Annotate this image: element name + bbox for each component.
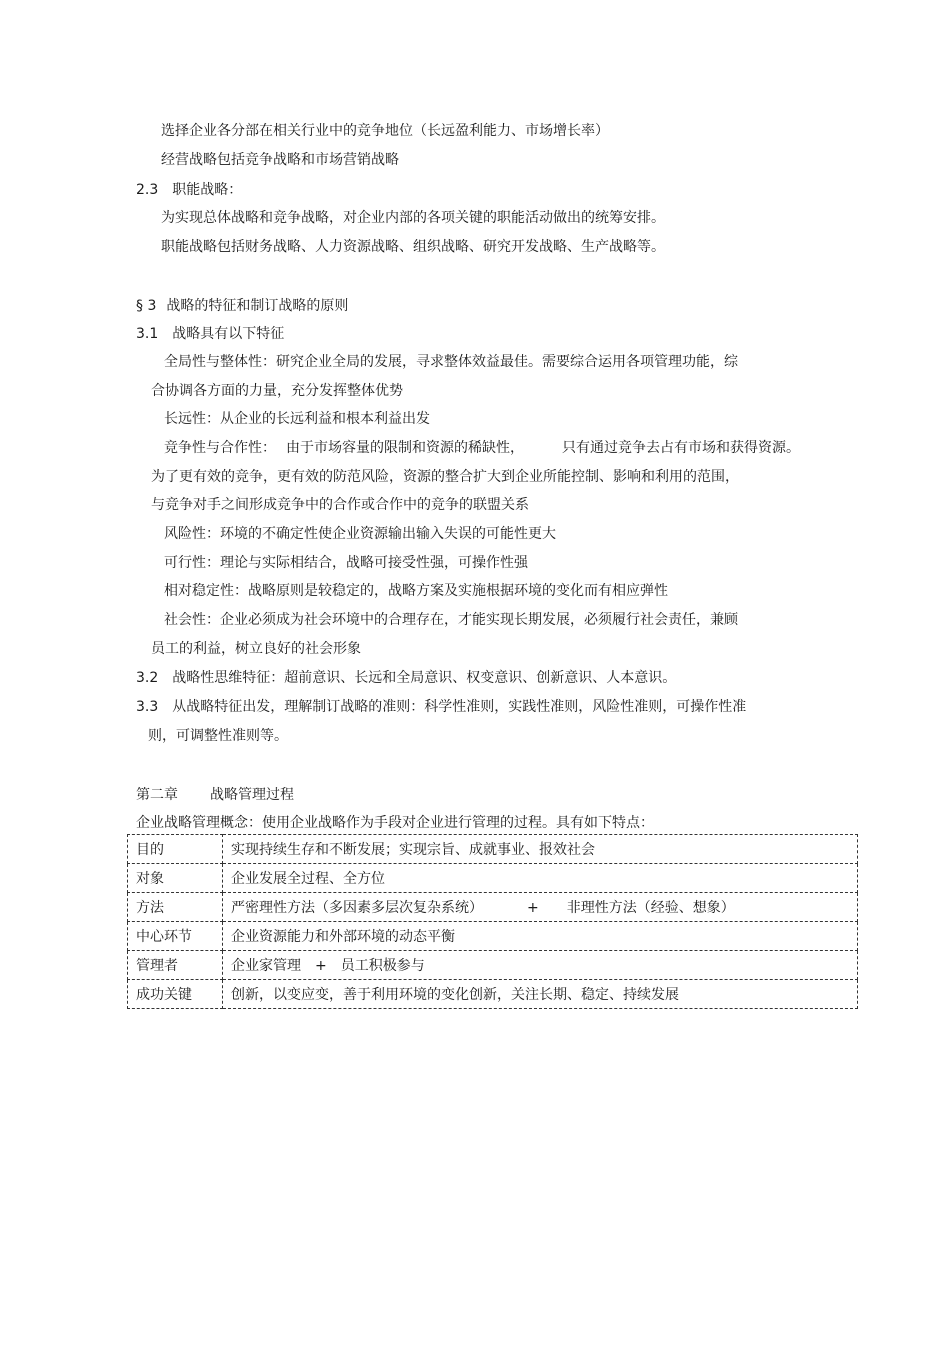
paragraph-line: 为实现总体战略和竞争战略，对企业内部的各项关键的职能活动做出的统筹安排。	[161, 210, 665, 226]
row-value: 创新，以变应变，善于利用环境的变化创新，关注长期、稳定、持续发展	[223, 980, 858, 1009]
row-value: 企业资源能力和外部环境的动态平衡	[223, 922, 858, 951]
paragraph-line	[164, 438, 800, 458]
section-number: 3.3	[136, 699, 159, 715]
paragraph-line: 为了更有效的竞争，更有效的防范风险，资源的整合扩大到企业所能控制、影响和利用的范围，	[151, 469, 739, 485]
row-key: 管理者	[128, 951, 223, 980]
paragraph-line: 可行性：理论与实际相结合，战略可接受性强，可操作性强	[164, 555, 528, 571]
table-row	[128, 980, 858, 1009]
paragraph-line: 则，可调整性准则等。	[148, 728, 288, 744]
row-key: 成功关键	[128, 980, 223, 1009]
row-value: 企业发展全过程、全方位	[223, 864, 858, 893]
chapter-number: 第二章	[136, 787, 178, 803]
section-number: 3.2	[136, 670, 159, 686]
section-heading-3-2	[136, 668, 676, 688]
plus-sign: +	[527, 900, 539, 916]
paragraph-line: 职能战略包括财务战略、人力资源战略、组织战略、研究开发战略、生产战略等。	[161, 239, 665, 255]
row-key: 目的	[128, 835, 223, 864]
section-heading-3-3	[136, 697, 746, 717]
row-key: 对象	[128, 864, 223, 893]
row-key: 方法	[128, 893, 223, 922]
table-row	[128, 922, 858, 951]
table-row	[128, 893, 858, 922]
text-segment: 只有通过竞争去占有市场和获得资源。	[562, 440, 800, 456]
section-number: § 3	[136, 298, 157, 314]
paragraph-line: 长远性：从企业的长远利益和根本利益出发	[164, 411, 430, 427]
section-heading-2-3	[136, 180, 242, 200]
paragraph-line: 与竞争对手之间形成竞争中的合作或合作中的竞争的联盟关系	[151, 497, 529, 513]
features-table	[127, 834, 858, 1009]
section-number: 2.3	[136, 182, 159, 198]
table-row	[128, 835, 858, 864]
section-heading-3	[136, 296, 348, 316]
paragraph-line: 社会性：企业必须成为社会环境中的合理存在，才能实现长期发展，必须履行社会责任，兼顾	[164, 612, 738, 628]
text-segment: 由于市场容量的限制和资源的稀缺性，	[286, 440, 524, 456]
chapter-heading	[136, 785, 294, 805]
row-key: 中心环节	[128, 922, 223, 951]
section-title: 战略具有以下特征	[172, 326, 285, 342]
row-value	[223, 951, 858, 980]
text-segment: 竞争性与合作性：	[164, 440, 276, 456]
paragraph-line: 选择企业各分部在相关行业中的竞争地位（长远盈利能力、市场增长率）	[161, 123, 609, 139]
section-text: 战略性思维特征：超前意识、长远和全局意识、权变意识、创新意识、人本意识。	[172, 670, 677, 686]
value-part: 非理性方法（经验、想象）	[566, 900, 735, 916]
paragraph-line: 全局性与整体性：研究企业全局的发展，寻求整体效益最佳。需要综合运用各项管理功能，综	[164, 354, 738, 370]
plus-sign: +	[315, 958, 327, 974]
paragraph-line: 相对稳定性：战略原则是较稳定的，战略方案及实施根据环境的变化而有相应弹性	[164, 583, 668, 599]
section-heading-3-1	[136, 324, 284, 344]
table-row	[128, 951, 858, 980]
section-number: 3.1	[136, 326, 159, 342]
row-value: 实现持续生存和不断发展；实现宗旨、成就事业、报效社会	[223, 835, 858, 864]
table-row	[128, 864, 858, 893]
section-text: 从战略特征出发，理解制订战略的准则：科学性准则，实践性准则，风险性准则，可操作性准	[172, 699, 747, 715]
chapter-title: 战略管理过程	[210, 787, 294, 803]
value-part: 企业家管理	[231, 958, 301, 974]
value-part: 严密理性方法（多因素多层次复杂系统）	[231, 900, 483, 916]
section-title: 职能战略：	[172, 182, 243, 198]
paragraph-line: 员工的利益，树立良好的社会形象	[151, 641, 361, 657]
value-part: 员工积极参与	[340, 958, 425, 974]
paragraph-line: 风险性：环境的不确定性使企业资源输出输入失误的可能性更大	[164, 526, 556, 542]
paragraph-line: 企业战略管理概念：使用企业战略作为手段对企业进行管理的过程。具有如下特点：	[136, 815, 654, 831]
paragraph-line: 合协调各方面的力量，充分发挥整体优势	[151, 383, 403, 399]
row-value	[223, 893, 858, 922]
section-title: 战略的特征和制订战略的原则	[166, 298, 349, 314]
paragraph-line: 经营战略包括竞争战略和市场营销战略	[161, 152, 399, 168]
